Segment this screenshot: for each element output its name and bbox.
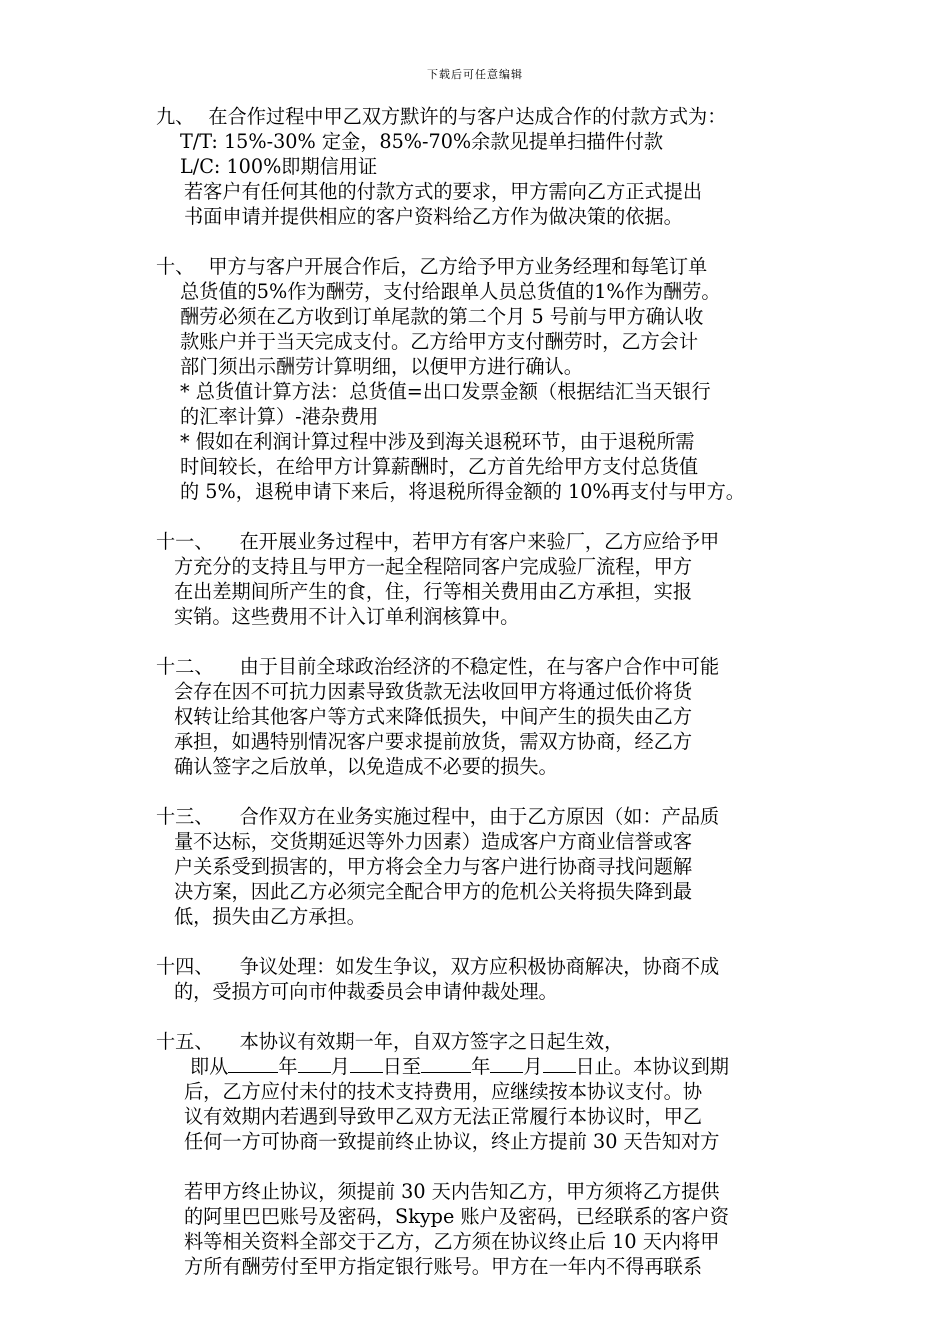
- clause-number: 十五、: [156, 1030, 214, 1053]
- clause-number: 十、: [156, 255, 195, 278]
- date-line: 即从 年 月 日至 年 月 日止。本协议到期: [190, 1055, 729, 1078]
- clause-14: [156, 954, 806, 1004]
- clause-text: 在开展业务过程中，若甲方有客户来验厂，乙方应给予甲: [239, 530, 720, 553]
- clause-line: 的阿里巴巴账号及密码，Skype 账户及密码，已经联系的客户资: [184, 1205, 730, 1228]
- clause-line: L/C: 100%即期信用证: [180, 155, 378, 178]
- clause-number: 十一、: [156, 530, 214, 553]
- clause-line: T/T: 15%-30% 定金，85%-70%余款见提单扫描件付款: [180, 130, 664, 153]
- clause-line: 时间较长，在给甲方计算薪酬时，乙方首先给甲方支付总货值: [180, 455, 699, 478]
- clause-line: 量不达标，交货期延迟等外力因素）造成客户方商业信誉或客: [174, 830, 693, 853]
- clause-text: 合作双方在业务实施过程中，由于乙方原因（如：产品质: [239, 805, 720, 828]
- document-body: [156, 104, 806, 1304]
- clause-text: 本协议有效期一年，自双方签字之日起生效，: [239, 1030, 624, 1053]
- clause-number: 九、: [156, 105, 195, 128]
- clause-line: 权转让给其他客户等方式来降低损失，中间产生的损失由乙方: [174, 705, 693, 728]
- clause-line: 总货值的5%作为酬劳，支付给跟单人员总货值的1%作为酬劳。: [180, 280, 721, 303]
- clause-number: 十四、: [156, 955, 214, 978]
- clause-line: 在出差期间所产生的食，住，行等相关费用由乙方承担，实报: [174, 580, 693, 603]
- clause-line: 户关系受到损害的，甲方将会全力与客户进行协商寻找问题解: [174, 855, 693, 878]
- clause-11: [156, 529, 806, 629]
- clause-10: [156, 254, 806, 504]
- clause-line: 实销。这些费用不计入订单利润核算中。: [174, 605, 520, 628]
- clause-13: [156, 804, 806, 929]
- blank-day-start[interactable]: [350, 1054, 383, 1073]
- clause-text: 争议处理：如发生争议，双方应积极协商解决，协商不成: [239, 955, 720, 978]
- clause-line: 若甲方终止协议，须提前 30 天内告知乙方，甲方须将乙方提供: [184, 1180, 720, 1203]
- clause-line: 若客户有任何其他的付款方式的要求，甲方需向乙方正式提出: [184, 180, 703, 203]
- clause-line: 后，乙方应付未付的技术支持费用，应继续按本协议支付。协: [184, 1080, 703, 1103]
- clause-line: * 总货值计算方法：总货值=出口发票金额（根据结汇当天银行: [180, 380, 711, 403]
- clause-text: 在合作过程中甲乙双方默许的与客户达成合作的付款方式为：: [208, 105, 727, 128]
- clause-line: 酬劳必须在乙方收到订单尾款的第二个月 5 号前与甲方确认收: [180, 305, 704, 328]
- clause-line: 任何一方可协商一致提前终止协议，终止方提前 30 天告知对方: [184, 1130, 720, 1153]
- clause-9: [156, 104, 806, 229]
- blank-year-start[interactable]: [228, 1054, 278, 1073]
- clause-line: 的汇率计算）-港杂费用: [180, 405, 379, 428]
- clause-line: 决方案，因此乙方必须完全配合甲方的危机公关将损失降到最: [174, 880, 693, 903]
- blank-day-end[interactable]: [543, 1054, 576, 1073]
- blank-month-start[interactable]: [298, 1054, 331, 1073]
- clause-15: [156, 1029, 806, 1279]
- clause-number: 十二、: [156, 655, 214, 678]
- clause-12: [156, 654, 806, 779]
- clause-line: 部门须出示酬劳计算明细，以便甲方进行确认。: [180, 355, 583, 378]
- clause-line: 款账户并于当天完成支付。乙方给甲方支付酬劳时，乙方会计: [180, 330, 699, 353]
- blank-year-end[interactable]: [421, 1054, 471, 1073]
- page-header: 下载后可任意编辑: [427, 68, 523, 81]
- clause-line: 低，损失由乙方承担。: [174, 905, 366, 928]
- blank-month-end[interactable]: [490, 1054, 523, 1073]
- clause-line: 承担，如遇特别情况客户要求提前放货，需双方协商，经乙方: [174, 730, 693, 753]
- clause-line: 方充分的支持且与甲方一起全程陪同客户完成验厂流程，甲方: [174, 555, 693, 578]
- clause-text: 由于目前全球政治经济的不稳定性，在与客户合作中可能: [239, 655, 720, 678]
- clause-line: 的 5%，退税申请下来后，将退税所得金额的 10%再支付与甲方。: [180, 480, 745, 503]
- clause-line: 议有效期内若遇到导致甲乙双方无法正常履行本协议时，甲乙: [184, 1105, 703, 1128]
- clause-line: 书面申请并提供相应的客户资料给乙方作为做决策的依据。: [184, 205, 683, 228]
- clause-text: 甲方与客户开展合作后，乙方给予甲方业务经理和每笔订单: [208, 255, 708, 278]
- clause-line: * 假如在利润计算过程中涉及到海关退税环节，由于退税所需: [180, 430, 695, 453]
- clause-line: 料等相关资料全部交于乙方，乙方须在协议终止后 10 天内将甲: [184, 1230, 720, 1253]
- clause-line: 会存在因不可抗力因素导致货款无法收回甲方将通过低价将货: [174, 680, 693, 703]
- clause-line: 的，受损方可向市仲裁委员会申请仲裁处理。: [174, 980, 558, 1003]
- clause-number: 十三、: [156, 805, 214, 828]
- clause-line: 方所有酬劳付至甲方指定银行账号。甲方在一年内不得再联系: [184, 1255, 703, 1278]
- clause-line: 确认签字之后放单，以免造成不必要的损失。: [174, 755, 558, 778]
